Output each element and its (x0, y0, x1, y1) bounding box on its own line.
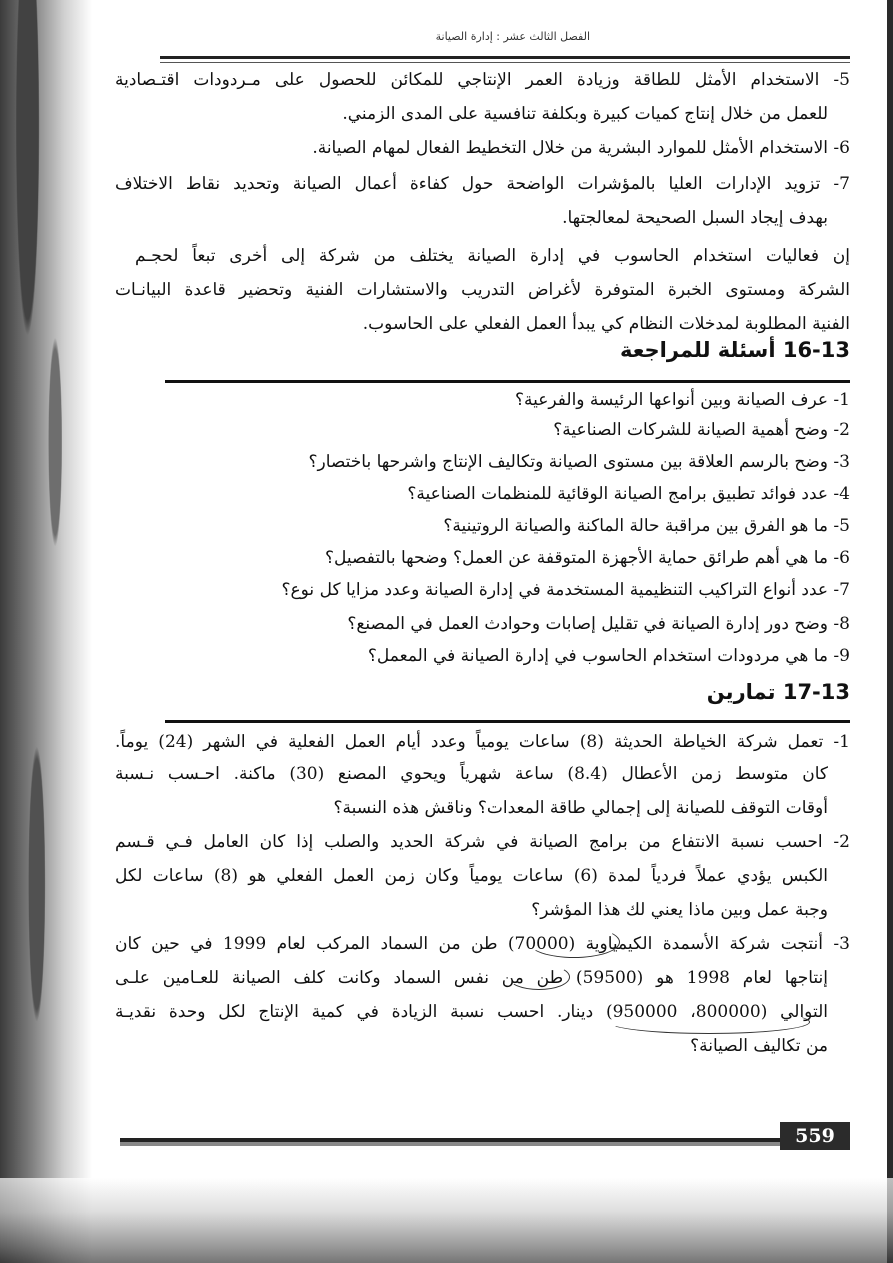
exercise-3-line-2: إنتاجها لعام 1998 هو (59500) طن من نفس السماد وكانت كلف الصيانة للعـامين علـى (115, 968, 828, 988)
review-question-2: 2- وضح أهمية الصيانة للشركات الصناعية؟ (553, 420, 850, 440)
handwritten-underline-mark (508, 964, 570, 990)
review-question-7: 7- عدد أنواع التراكيب التنظيمية المستخدمة في إدارة الصيانة وعدد مزايا كل نوع؟ (281, 580, 850, 600)
book-page (110, 20, 850, 1180)
page-number: 559 (780, 1122, 850, 1150)
exercise-2-line-1: 2- احسب نسبة الانتفاع من برامج الصيانة في شركة الحديد والصلب إذا كان العامل فـي قـسم (115, 832, 850, 852)
running-head: الفصل الثالث عشر : إدارة الصيانة (435, 30, 590, 43)
review-question-8: 8- وضح دور إدارة الصيانة في تقليل إصابات وحوادث العمل في المصنع؟ (347, 614, 850, 634)
intro-item-5-line-1: 5- الاستخدام الأمثل للطاقة وزيادة العمر الإنتاجي للمكائن للحصول على مـردودات اقتـصادية (115, 70, 850, 90)
scan-shadow-bottom (0, 1178, 893, 1263)
review-question-1: 1- عرف الصيانة وبين أنواعها الرئيسة والفرعية؟ (515, 390, 850, 410)
exercises-section-rule (165, 720, 850, 723)
intro-item-7-line-2: بهدف إيجاد السبل الصحيحة لمعالجتها. (562, 208, 828, 228)
paragraph-line-2: الشركة ومستوى الخبرة المتوفرة لأغراض التدريب والاستشارات الفنية وتحضير قاعدة البيانـات (115, 280, 850, 300)
intro-item-6: 6- الاستخدام الأمثل للموارد البشرية من خلال التخطيط الفعال لمهام الصيانة. (312, 138, 850, 158)
handwritten-underline-mark-2 (608, 1010, 810, 1034)
review-section-rule (165, 380, 850, 383)
paragraph-line-1: إن فعاليات استخدام الحاسوب في إدارة الصيانة يختلف من شركة إلى أخرى تبعاً لحجـم (135, 246, 850, 266)
review-section-title: 16-13 أسئلة للمراجعة (619, 338, 850, 362)
intro-item-7-line-1: 7- تزويد الإدارات العليا بالمؤشرات الواضحة حول كفاءة أعمال الصيانة وتحديد نقاط الاختلاف (115, 174, 850, 194)
review-question-6: 6- ما هي أهم طرائق حماية الأجهزة المتوقفة عن العمل؟ وضحها بالتفصيل؟ (324, 548, 850, 568)
exercise-2-line-2: الكبس يؤدي عملاً فردياً لمدة (6) ساعات يومياً وكان زمن العمل الفعلي هو (8) ساعات لكل (115, 866, 828, 886)
header-rule (160, 56, 850, 59)
intro-item-5-line-2: للعمل من خلال إنتاج كميات كبيرة وبكلفة تنافسية على المدى الزمني. (342, 104, 828, 124)
scan-shadow-left (0, 0, 92, 1263)
review-question-9: 9- ما هي مردودات استخدام الحاسوب في إدارة الصيانة في المعمل؟ (367, 646, 850, 666)
exercise-3-line-4: من تكاليف الصيانة؟ (690, 1036, 828, 1056)
handwritten-circle-mark (528, 926, 620, 958)
paragraph-line-3: الفنية المطلوبة لمدخلات النظام كي يبدأ العمل الفعلي على الحاسوب. (362, 314, 850, 334)
exercises-section-title: 17-13 تمارين (706, 680, 850, 704)
exercise-3-line-1: 3- أنتجت شركة الأسمدة الكيمياوية (70000) طن من السماد المركب لعام 1999 في حين كان (115, 934, 850, 954)
exercise-1-line-3: أوقات التوقف للصيانة إلى إجمالي طاقة المعدات؟ وناقش هذه النسبة؟ (333, 798, 828, 818)
scan-shadow-right (887, 0, 893, 1263)
exercise-2-line-3: وجبة عمل وبين ماذا يعني لك هذا المؤشر؟ (531, 900, 828, 920)
review-question-4: 4- عدد فوائد تطبيق برامج الصيانة الوقائية للمنظمات الصناعية؟ (407, 484, 850, 504)
exercise-3-line-3: التوالي (800000، 950000) دينار. احسب نسبة الزيادة في كمية الإنتاج لكل وحدة نقديـة (115, 1002, 828, 1022)
footer-rule (120, 1138, 780, 1142)
review-question-5: 5- ما هو الفرق بين مراقبة حالة الماكنة والصيانة الروتينية؟ (443, 516, 850, 536)
exercise-1-line-2: كان متوسط زمن الأعطال (8.4) ساعة شهرياً ويحوي المصنع (30) ماكنة. احـسب نـسبة (115, 764, 828, 784)
review-question-3: 3- وضح بالرسم العلاقة بين مستوى الصيانة وتكاليف الإنتاج واشرحها باختصار؟ (308, 452, 850, 472)
exercise-1-line-1: 1- تعمل شركة الخياطة الحديثة (8) ساعات يومياً وعدد أيام العمل الفعلية في الشهر (24) يوماً. (115, 732, 850, 752)
